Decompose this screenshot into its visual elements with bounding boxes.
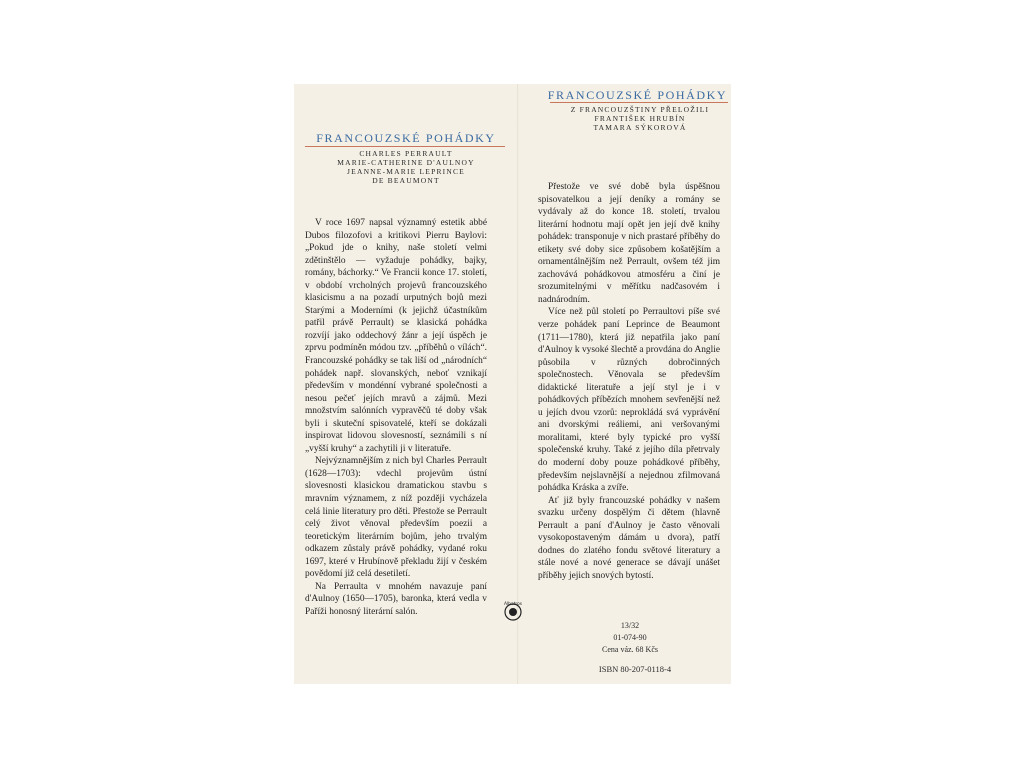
left-authors — [300, 149, 512, 185]
author-line: MARIE-CATHERINE D'AULNOY — [337, 158, 475, 167]
right-body-text — [538, 181, 720, 583]
colophon-line: 01-074-90 — [613, 633, 647, 642]
right-credits — [555, 105, 725, 132]
jacket-fold — [517, 84, 519, 684]
isbn: ISBN 80-207-0118-4 — [598, 664, 672, 674]
left-title-rule — [305, 146, 505, 147]
colophon-line: 13/32 — [620, 621, 640, 630]
credit-line: TAMARA SÝKOROVÁ — [593, 123, 687, 132]
right-paragraph: Přestože ve své době byla úspěšnou spisovatelkou a její deníky a romány se vydávaly až do konce 18. století, trvalou literární hodnotu mají opět jen její dvě knihy pohádek: transponuje v nich prastaré příběhy do etikety své doby sice způsobem košatějším a ornamentálnějším než Perrault, ovšem též jim zachovává pohádkovou atmosféru a činí je srozumitelnými v měřítku nadčasovém i nadnárodním. — [538, 182, 720, 305]
credit-line: Z FRANCOUZŠTINY PŘELOŽILI — [570, 105, 710, 114]
colophon — [600, 620, 660, 656]
author-line: JEANNE-MARIE LEPRINCE — [347, 167, 465, 176]
author-line: DE BEAUMONT — [372, 176, 440, 185]
left-paragraph: Nejvýznamnějším z nich byl Charles Perrault (1628—1703): vdechl projevům ústní slovesnosti klasickou dramatickou stavbu s mravním významem, z níž později vycházela celá linie literatury pro děti. Přestože se Perrault celý život věnoval především poezii a teoretickým literárním bojům, jeho trvalým odkazem zůstaly právě pohádky, vydané roku 1697, které v Hrubínově překladu žijí v českém povědomí již celá desetiletí. — [305, 456, 487, 580]
right-paragraph: Více než půl století po Perraultovi píše své verze pohádek paní Leprince de Beaumont (1711—1780), která již nepatřila jako paní d'Aulnoy k vysoké šlechtě a provdána do Anglie působila v různých dobročinných společnostech. Věnovala se především didaktické literatuře a její styl je i v pohádkových příbězích mnohem sevřenější než u jejích dvou vzorů: neprokládá svá vyprávění ani dvorskými reáliemi, ani veršovanými moralitami, které byly typické pro vyšší společenské kruhy. Také z jejího díla přetrvaly do moderní doby pouze pohádkové příběhy, především nejslavnější a nejednou zfilmovaná pohádka Kráska a zvíře. — [538, 307, 720, 494]
left-paragraph: Na Perraulta v mnohém navazuje paní d'Aulnoy (1650—1705), baronka, která vedla v Paříži honosný literární salón. — [305, 581, 487, 617]
left-paragraph: V roce 1697 napsal významný estetik abbé Dubos filozofovi a kritikovi Pierru Baylovi: „Pokud jde o knihy, naše století velmi zdětinštělo — vyžaduje pohádky, bajky, romány, báchorky.“ Ve Francii konce 17. století, v období vrcholných projevů francouzského klasicismu a na pozadí urputných bojů mezi Starými a Moderními (k jejichž účastníkům patřil právě Perrault) se klasická pohádka rozvíjí jako oddechový žánr a její úspěch je zprvu podmíněn módou tzv. „příběhů o vílách“. Francouzské pohádky se tak liší od „národních“ pohádek např. slovanských, neboť vznikají především v mondénní vybrané společnosti a nesou pečeť jejích mravů a zájmů. Mezi množstvím salónních vypravěčů té doby však byli i skuteční spisovatelé, kteří se dokázali inspirovat lidovou slovesností, seznámili s ní „vyšší kruhy“ a zachytili ji v literatuře. — [305, 218, 487, 454]
author-line: CHARLES PERRAULT — [359, 149, 453, 158]
right-title: FRANCOUZSKÉ POHÁDKY — [547, 88, 728, 102]
left-title: FRANCOUZSKÉ POHÁDKY — [316, 131, 496, 145]
right-paragraph: Ať již byly francouzské pohádky v našem svazku určeny dospělým či dětem (hlavně Perrault a paní d'Aulnoy je často věnovali vysokopostaveným dámám u dvora), patří dodnes do zlatého fondu světové literatury a stále nové a nové generace se dávají unášet příběhy jejich snových bytostí. — [538, 495, 720, 581]
publisher-logo-icon — [502, 600, 524, 622]
credit-line: FRANTIŠEK HRUBÍN — [594, 114, 686, 123]
right-title-rule — [550, 102, 728, 103]
left-body-text — [305, 217, 487, 619]
colophon-line: Cena váz. 68 Kčs — [602, 645, 658, 654]
publisher-logo-text: Albatros — [503, 602, 523, 607]
